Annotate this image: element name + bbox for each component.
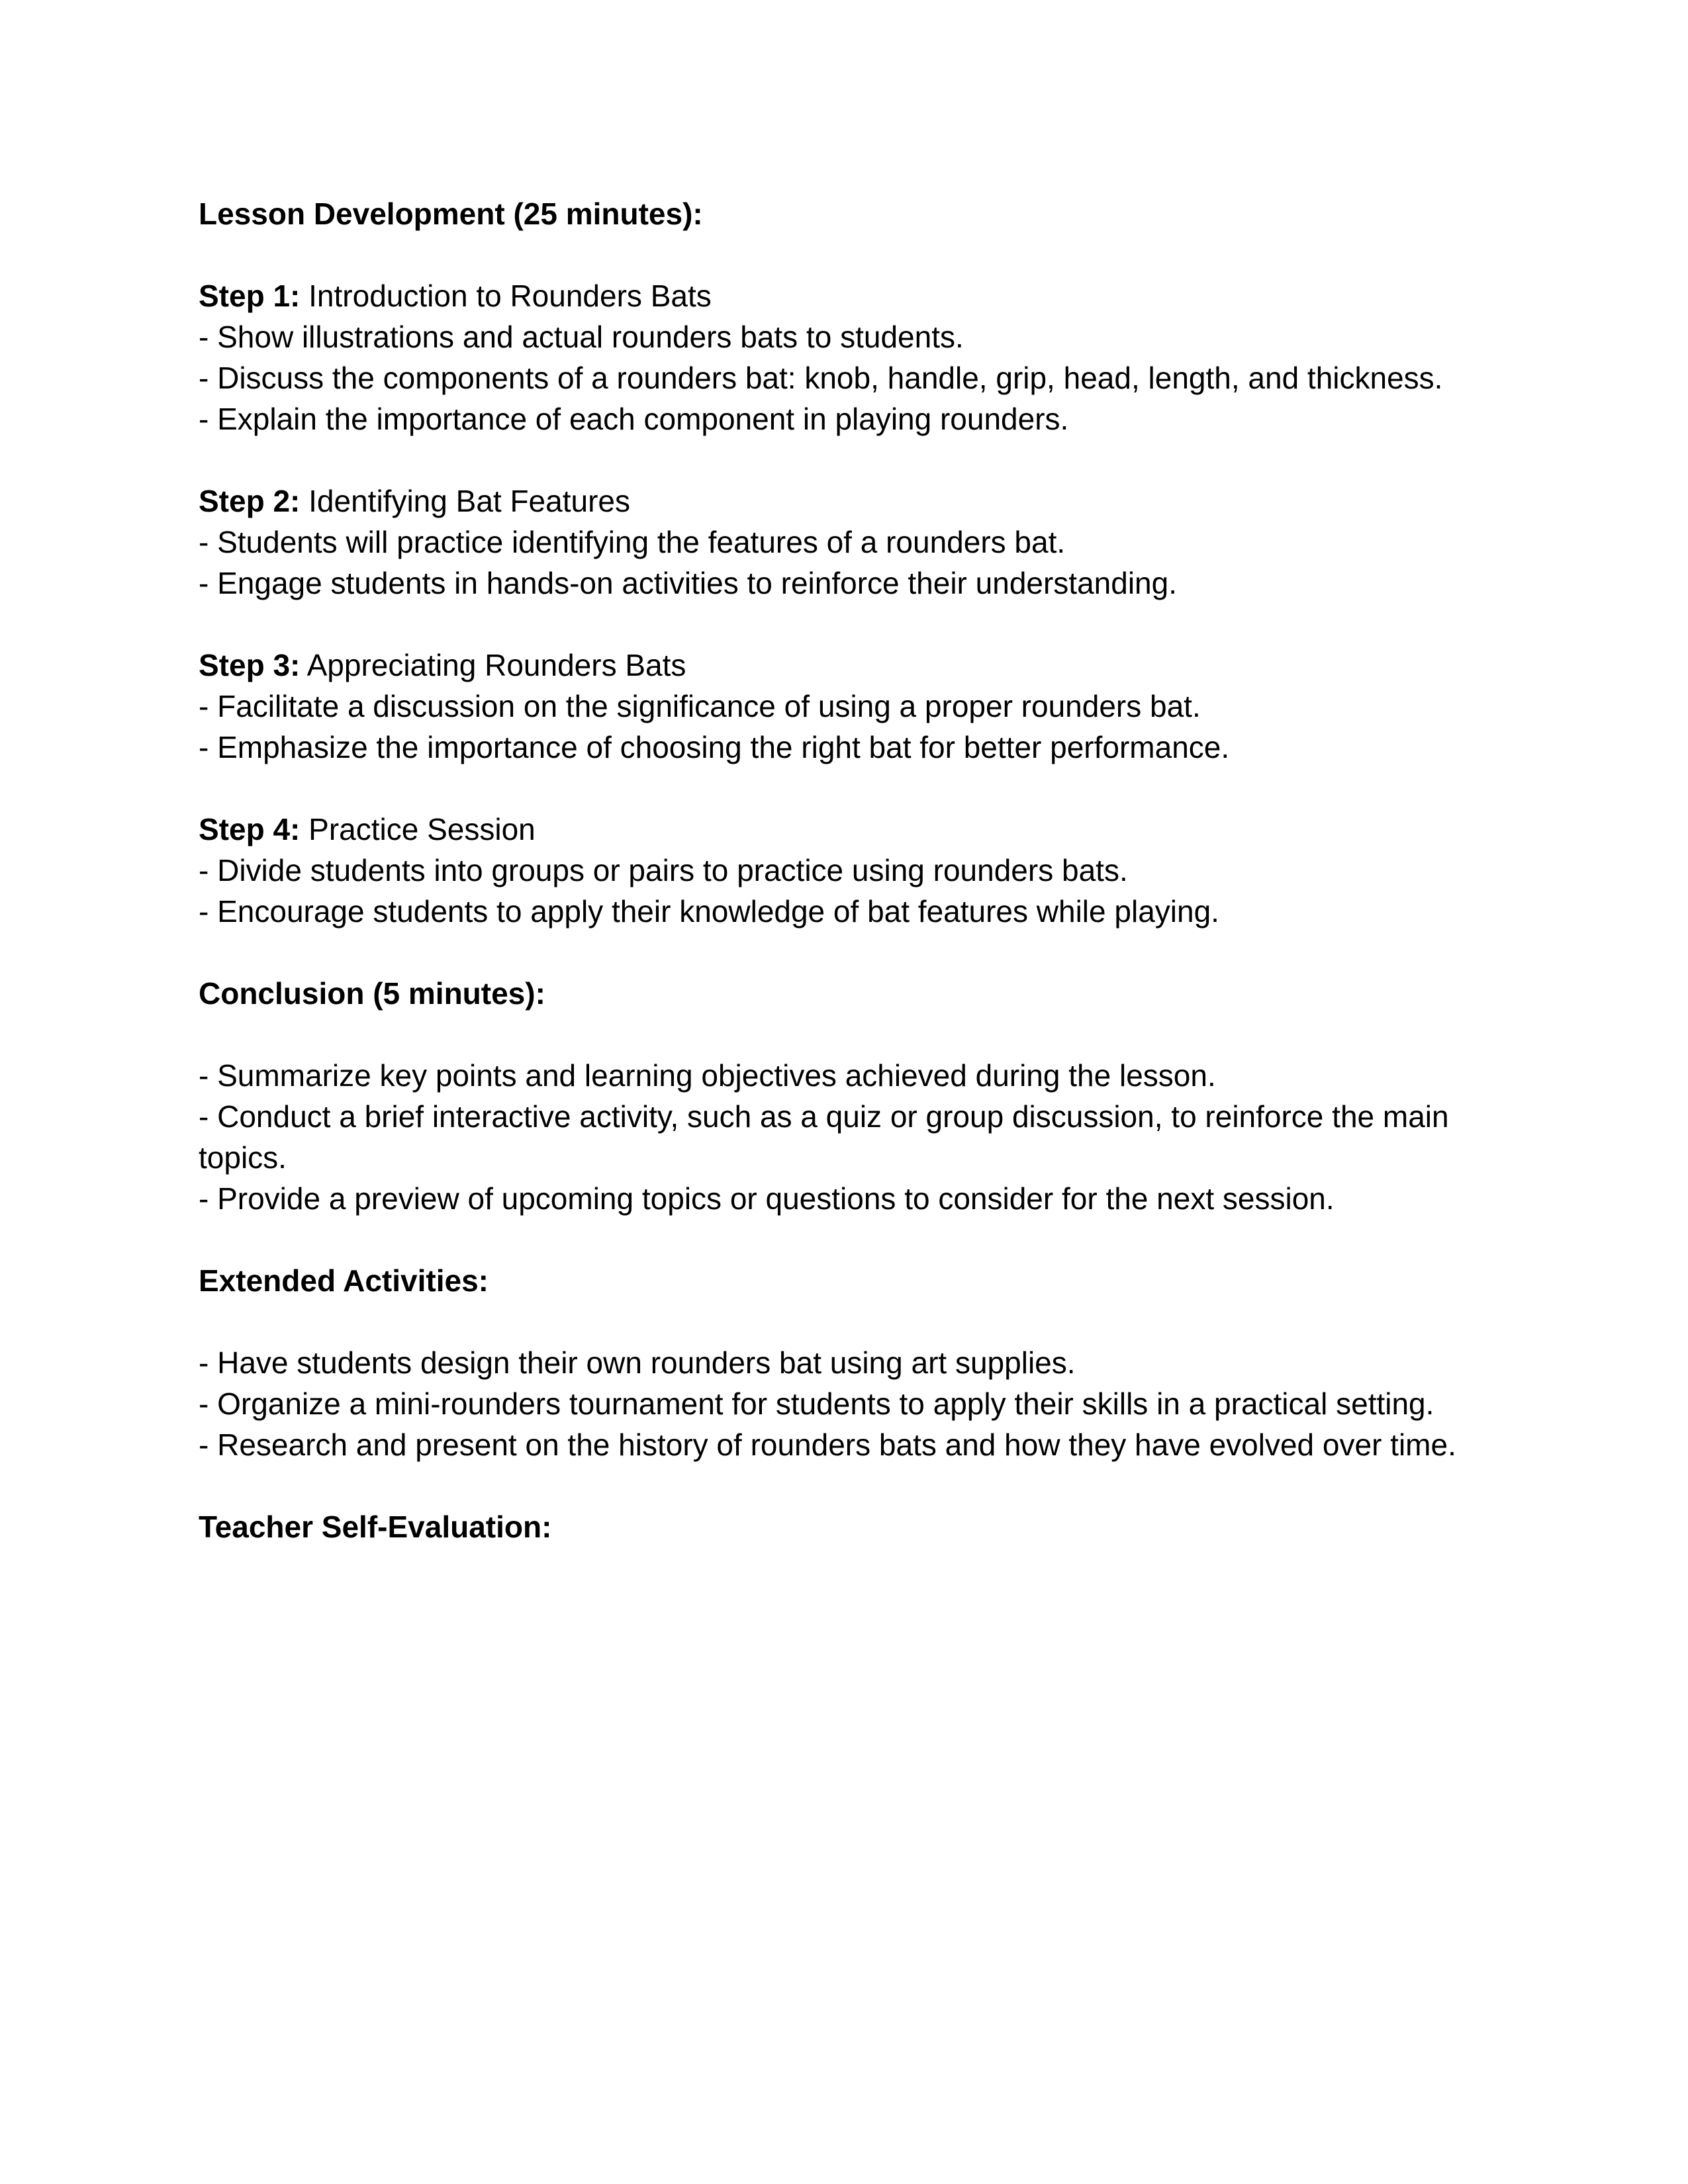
section-spacer <box>199 1465 1496 1506</box>
step-1-bullet: - Show illustrations and actual rounders bats to students. <box>199 320 964 354</box>
paragraph-spacer <box>199 1014 1496 1055</box>
step-1-title: Introduction to Rounders Bats <box>300 279 712 313</box>
step-3-title-line <box>199 645 1496 686</box>
section-heading-lesson-development: Lesson Development (25 minutes): <box>199 197 703 231</box>
step-1-bullet: - Explain the importance of each component in playing rounders. <box>199 402 1069 436</box>
section-spacer <box>199 932 1496 973</box>
section-lesson-development <box>199 193 1496 932</box>
step-1-title-line <box>199 275 1496 316</box>
section-heading-extended-activities: Extended Activities: <box>199 1263 489 1298</box>
step-4-bullet: - Divide students into groups or pairs to practice using rounders bats. <box>199 853 1128 887</box>
conclusion-bullet: - Conduct a brief interactive activity, such as a quiz or group discussion, to reinforce the main topics. <box>199 1099 1449 1175</box>
step-2-bullet: - Engage students in hands-on activities to reinforce their understanding. <box>199 566 1177 600</box>
paragraph-spacer <box>199 604 1496 645</box>
section-teacher-self-evaluation <box>199 1506 1496 1547</box>
step-2-title-line <box>199 480 1496 522</box>
paragraph-spacer <box>199 1301 1496 1342</box>
extended-activities-bullet: - Organize a mini-rounders tournament for students to apply their skills in a practical setting. <box>199 1387 1434 1421</box>
step-3-label: Step 3: <box>199 648 301 682</box>
step-2-label: Step 2: <box>199 484 301 518</box>
step-1-bullet: - Discuss the components of a rounders bat: knob, handle, grip, head, length, and thickness. <box>199 361 1443 395</box>
document-body <box>199 193 1496 1547</box>
conclusion-bullet: - Provide a preview of upcoming topics or questions to consider for the next session. <box>199 1181 1335 1216</box>
step-3-bullet: - Facilitate a discussion on the significance of using a proper rounders bat. <box>199 689 1201 723</box>
paragraph-spacer <box>199 234 1496 275</box>
step-1-label: Step 1: <box>199 279 301 313</box>
step-2-bullet: - Students will practice identifying the features of a rounders bat. <box>199 525 1066 559</box>
conclusion-bullet: - Summarize key points and learning objectives achieved during the lesson. <box>199 1058 1216 1093</box>
step-4-title-line <box>199 809 1496 850</box>
step-3-bullet: - Emphasize the importance of choosing the right bat for better performance. <box>199 730 1230 764</box>
step-4-label: Step 4: <box>199 812 301 846</box>
extended-activities-bullet: - Research and present on the history of rounders bats and how they have evolved over time. <box>199 1428 1456 1462</box>
section-extended-activities <box>199 1260 1496 1465</box>
section-spacer <box>199 1219 1496 1260</box>
paragraph-spacer <box>199 439 1496 480</box>
section-conclusion <box>199 973 1496 1219</box>
section-heading-conclusion: Conclusion (5 minutes): <box>199 976 545 1011</box>
step-4-bullet: - Encourage students to apply their knowledge of bat features while playing. <box>199 894 1219 929</box>
extended-activities-bullet: - Have students design their own rounders bat using art supplies. <box>199 1345 1076 1380</box>
paragraph-spacer <box>199 768 1496 809</box>
section-heading-teacher-self-evaluation: Teacher Self-Evaluation: <box>199 1510 552 1544</box>
step-2-title: Identifying Bat Features <box>300 484 630 518</box>
step-3-title: Appreciating Rounders Bats <box>300 648 686 682</box>
step-4-title: Practice Session <box>300 812 536 846</box>
